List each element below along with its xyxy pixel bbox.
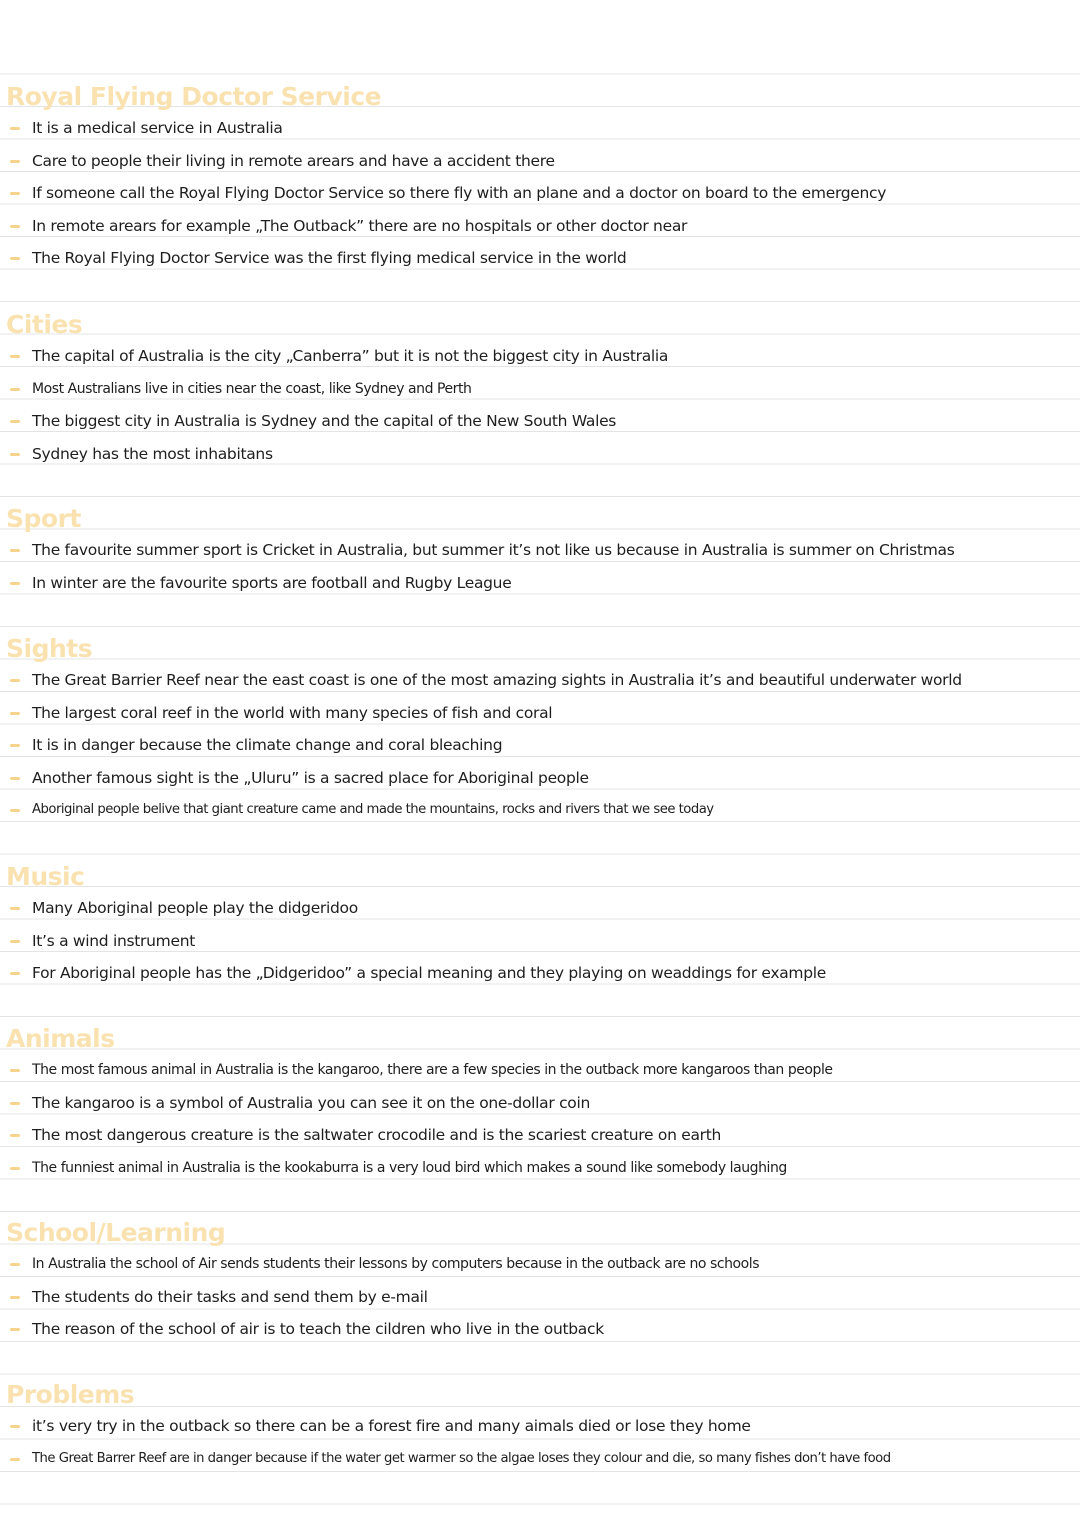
- dash-icon: [10, 1296, 20, 1299]
- list-item: Many Aboriginal people play the didgeridoo: [0, 892, 1080, 925]
- dash-icon: [10, 420, 20, 423]
- dash-icon: [10, 355, 20, 358]
- bullet-list: [0, 1410, 1080, 1475]
- bullet-list: [0, 340, 1080, 470]
- section-school-learning: [0, 1218, 1080, 1346]
- list-item: The students do their tasks and send them by e-mail: [0, 1281, 1080, 1314]
- dash-icon: [10, 1134, 20, 1137]
- section-heading: Sights: [6, 634, 93, 663]
- list-item: The biggest city in Australia is Sydney and the capital of the New South Wales: [0, 405, 1080, 438]
- section-heading: Cities: [6, 310, 83, 339]
- list-item: Care to people their living in remote arears and have a accident there: [0, 145, 1080, 178]
- dash-icon: [10, 192, 20, 195]
- list-item: Aboriginal people belive that giant creature came and made the mountains, rocks and rivers that we see today: [0, 794, 1080, 827]
- dash-icon: [10, 679, 20, 682]
- list-item: The reason of the school of air is to teach the cildren who live in the outback: [0, 1313, 1080, 1346]
- section-heading: School/Learning: [6, 1218, 226, 1247]
- dash-icon: [10, 744, 20, 747]
- dash-icon: [10, 940, 20, 943]
- bullet-list: [0, 112, 1080, 275]
- section-problems: [0, 1380, 1080, 1475]
- section-heading: Problems: [6, 1380, 135, 1409]
- bullet-list: [0, 1248, 1080, 1346]
- bullet-list: [0, 534, 1080, 599]
- list-item: The capital of Australia is the city „Canberra” but it is not the biggest city in Australia: [0, 340, 1080, 373]
- section-heading: Music: [6, 862, 85, 891]
- list-item: The Great Barrier Reef near the east coast is one of the most amazing sights in Australia it’s and beautiful underwater world: [0, 664, 1080, 697]
- list-item: The most dangerous creature is the saltwater crocodile and is the scariest creature on earth: [0, 1119, 1080, 1152]
- section-sights: [0, 634, 1080, 827]
- list-item: In winter are the favourite sports are football and Rugby League: [0, 567, 1080, 600]
- dash-icon: [10, 907, 20, 910]
- dash-icon: [10, 1102, 20, 1105]
- bullet-list: [0, 892, 1080, 990]
- dash-icon: [10, 1263, 20, 1266]
- section-royal-flying-doctor-service: [0, 82, 1080, 275]
- list-item: The funniest animal in Australia is the kookaburra is a very loud bird which makes a sound like somebody laughing: [0, 1152, 1080, 1185]
- dash-icon: [10, 712, 20, 715]
- list-item: It’s a wind instrument: [0, 925, 1080, 958]
- section-heading: Animals: [6, 1024, 115, 1053]
- dash-icon: [10, 777, 20, 780]
- list-item: In Australia the school of Air sends students their lessons by computers because in the outback are no schools: [0, 1248, 1080, 1281]
- dash-icon: [10, 809, 20, 812]
- list-item: It is in danger because the climate change and coral bleaching: [0, 729, 1080, 762]
- list-item: The Royal Flying Doctor Service was the first flying medical service in the world: [0, 242, 1080, 275]
- dash-icon: [10, 225, 20, 228]
- dash-icon: [10, 972, 20, 975]
- list-item: If someone call the Royal Flying Doctor Service so there fly with an plane and a doctor on board to the emergency: [0, 177, 1080, 210]
- list-item: Another famous sight is the „Uluru” is a sacred place for Aboriginal people: [0, 762, 1080, 795]
- dash-icon: [10, 1425, 20, 1428]
- section-animals: [0, 1024, 1080, 1184]
- list-item: Sydney has the most inhabitans: [0, 438, 1080, 471]
- list-item: The kangaroo is a symbol of Australia you can see it on the one-dollar coin: [0, 1087, 1080, 1120]
- dash-icon: [10, 1458, 20, 1461]
- section-music: [0, 862, 1080, 990]
- dash-icon: [10, 549, 20, 552]
- list-item: It is a medical service in Australia: [0, 112, 1080, 145]
- dash-icon: [10, 388, 20, 391]
- list-item: For Aboriginal people has the „Didgeridoo” a special meaning and they playing on weaddings for example: [0, 957, 1080, 990]
- dash-icon: [10, 160, 20, 163]
- list-item: The most famous animal in Australia is the kangaroo, there are a few species in the outback more kangaroos than people: [0, 1054, 1080, 1087]
- dash-icon: [10, 582, 20, 585]
- list-item: The favourite summer sport is Cricket in Australia, but summer it’s not like us because in Australia is summer on Christmas: [0, 534, 1080, 567]
- section-heading: Royal Flying Doctor Service: [6, 82, 382, 111]
- dash-icon: [10, 257, 20, 260]
- list-item: In remote arears for example „The Outback” there are no hospitals or other doctor near: [0, 210, 1080, 243]
- bullet-list: [0, 664, 1080, 827]
- dash-icon: [10, 1328, 20, 1331]
- dash-icon: [10, 1069, 20, 1072]
- section-sport: [0, 504, 1080, 599]
- dash-icon: [10, 453, 20, 456]
- bullet-list: [0, 1054, 1080, 1184]
- list-item: The largest coral reef in the world with many species of fish and coral: [0, 697, 1080, 730]
- section-heading: Sport: [6, 504, 81, 533]
- list-item: it’s very try in the outback so there can be a forest fire and many aimals died or lose they home: [0, 1410, 1080, 1443]
- section-cities: [0, 310, 1080, 470]
- list-item: The Great Barrer Reef are in danger because if the water get warmer so the algae loses they colour and die, so many fishes don’t have food: [0, 1443, 1080, 1476]
- dash-icon: [10, 1167, 20, 1170]
- list-item: Most Australians live in cities near the coast, like Sydney and Perth: [0, 373, 1080, 406]
- dash-icon: [10, 127, 20, 130]
